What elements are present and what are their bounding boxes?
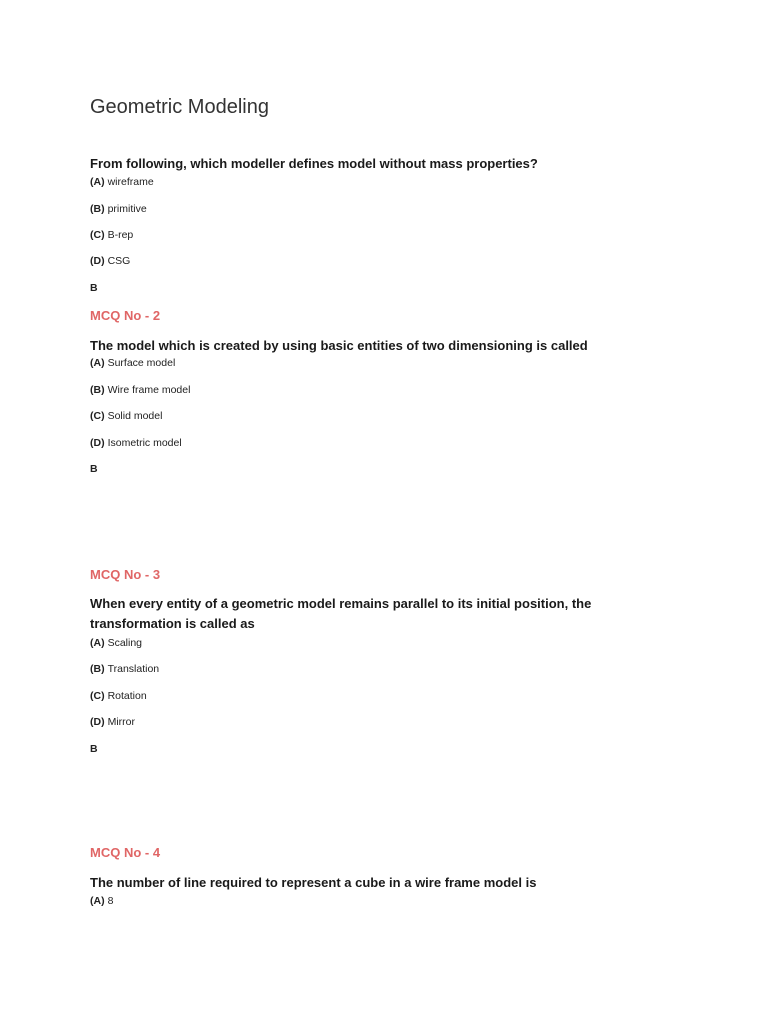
option-key: (C) xyxy=(90,229,105,241)
question-text: When every entity of a geometric model remains parallel to its initial position, the transformation is called as xyxy=(90,596,592,631)
question-text: The number of line required to represent a cube in a wire frame model is xyxy=(90,875,537,890)
option-text: CSG xyxy=(107,255,131,267)
option-text: 8 xyxy=(107,895,114,907)
option-text: Mirror xyxy=(107,716,135,728)
option-text: Wire frame model xyxy=(107,384,191,396)
option-text: Surface model xyxy=(107,357,176,369)
option-item xyxy=(90,357,175,369)
option-text: primitive xyxy=(107,203,147,215)
option-key: (B) xyxy=(90,384,105,396)
option-text: Isometric model xyxy=(107,437,182,449)
option-key: (B) xyxy=(90,663,105,675)
option-key: (A) xyxy=(90,357,105,369)
answer: B xyxy=(90,282,98,294)
option-item xyxy=(90,176,154,188)
mcq-heading: MCQ No - 3 xyxy=(90,567,161,582)
question-text: The model which is created by using basic entities of two dimensioning is called xyxy=(90,338,588,353)
option-item xyxy=(90,690,147,702)
document-title: Geometric Modeling xyxy=(90,96,269,118)
option-text: Solid model xyxy=(107,410,163,422)
option-item xyxy=(90,229,133,241)
option-item xyxy=(90,895,113,907)
option-item xyxy=(90,437,182,449)
question-text: From following, which modeller defines model without mass properties? xyxy=(90,156,538,171)
option-key: (A) xyxy=(90,637,105,649)
option-item xyxy=(90,410,162,422)
option-key: (C) xyxy=(90,410,105,422)
option-key: (A) xyxy=(90,176,105,188)
answer: B xyxy=(90,743,98,755)
option-key: (D) xyxy=(90,437,105,449)
option-key: (D) xyxy=(90,716,105,728)
option-key: (B) xyxy=(90,203,105,215)
option-key: (A) xyxy=(90,895,105,907)
option-text: Translation xyxy=(107,663,160,675)
mcq-heading: MCQ No - 2 xyxy=(90,308,161,323)
option-item xyxy=(90,716,135,728)
answer: B xyxy=(90,463,98,475)
option-text: Rotation xyxy=(107,690,147,702)
option-item xyxy=(90,203,147,215)
option-key: (C) xyxy=(90,690,105,702)
option-text: Scaling xyxy=(107,637,143,649)
option-item xyxy=(90,384,190,396)
option-item xyxy=(90,663,159,675)
option-text: wireframe xyxy=(107,176,154,188)
option-text: B-rep xyxy=(107,229,134,241)
option-item xyxy=(90,637,142,649)
option-item xyxy=(90,255,130,267)
mcq-heading: MCQ No - 4 xyxy=(90,845,161,860)
option-key: (D) xyxy=(90,255,105,267)
